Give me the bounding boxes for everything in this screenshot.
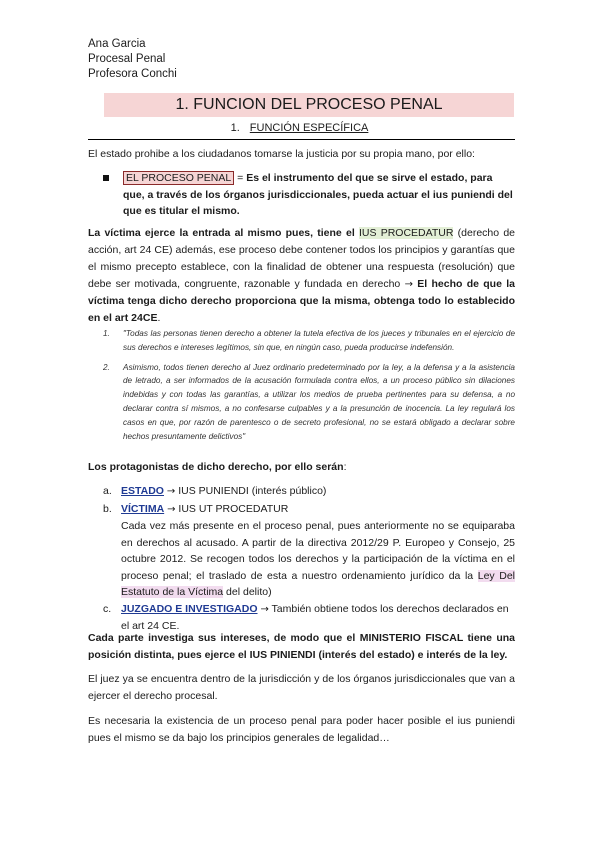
protagonists-colon: : <box>343 461 347 473</box>
right-arrow-icon: → <box>260 603 269 615</box>
quote-item <box>103 327 515 355</box>
victima-detail-text: Cada vez más presente en el proceso penal, pues anteriormente no se equiparaba en derechos al acusado. A partir de la directiva 2012/29 P. Europeo y Consejo, 25 octubre 2012. Se recogen todos los derechos y la participación de la víctima en el proceso penal; el traslado de esta a nuestro ordenamiento jurídico da la <box>121 520 515 582</box>
definition-text: Es el instrumento del que se sirve el estado, para que, a través de los órganos jurisdiccionales, pueda actuar el ius puniendi del que es titular el mismo. <box>123 172 513 217</box>
final-paragraph: Es necesaria la existencia de un proceso penal para poder hacer posible el ius puniendi pues el mismo se da bajo los principios generales de legalidad… <box>88 715 515 744</box>
intro-paragraph: El estado prohibe a los ciudadanos tomarse la justicia por su propia mano, por ello: <box>88 148 475 160</box>
estado-text: IUS PUNIENDI (interés público) <box>175 485 327 497</box>
quote-item <box>103 361 515 444</box>
victima-text: IUS UT PROCEDATUR <box>175 502 289 515</box>
subsection-title <box>0 121 599 135</box>
protagonists-list <box>103 483 515 635</box>
right-arrow-icon: → <box>166 486 176 497</box>
victima-link[interactable]: VÍCTIMA <box>121 502 165 515</box>
list-marker: c. <box>103 602 112 615</box>
victim-end: . <box>157 312 161 324</box>
proceso-penal-boxed-term: EL PROCESO PENAL <box>123 171 234 185</box>
victim-bold-conclusion: El hecho de que la víctima tenga dicho derecho proporciona que la misma, obtenga todo lo establecido en el art 24CE <box>88 278 515 324</box>
juzgado-text: También obtiene todos los derechos declarados en el art 24 CE. <box>121 602 509 632</box>
equals-sign: = <box>234 172 247 184</box>
list-item <box>103 483 515 501</box>
list-item <box>103 501 515 601</box>
ius-procedatur-highlight: IUS PROCEDATUR <box>358 227 454 239</box>
estado-link[interactable]: ESTADO <box>121 485 164 497</box>
victima-detail <box>121 518 515 601</box>
victim-paragraph <box>88 225 515 327</box>
quote-text: Asimismo, todos tienen derecho al Juez ordinario predeterminado por la ley, a la defensa y a la asistencia de letrado, a ser informados de la acusación formulada contra ellos, a un proceso público sin dilaciones indebidas y con todas las garantías, a utilizar los medios de prueba pertinentes para su defensa, a no declarar contra sí mismos, a no confesarse culpables y a la presunción de inocencia. La ley regulará los casos en que, por razón de parentesco o de secreto profesional, no se estará obligado a declarar sobre hechos presuntamente delictivos" <box>123 362 515 441</box>
teacher-name: Profesora Conchi <box>88 68 177 80</box>
juzgado-link[interactable]: JUZGADO E INVESTIGADO <box>121 602 258 615</box>
right-arrow-icon: → <box>404 279 413 290</box>
victim-bold-intro: La víctima ejerce la entrada al mismo pues, tiene el <box>88 227 355 239</box>
victima-detail-end: del delito) <box>223 586 272 598</box>
document-header <box>88 37 177 82</box>
list-marker: a. <box>103 485 112 497</box>
quote-number: 2. <box>103 362 110 372</box>
ley-estatuto-highlight: Ley Del Estatuto de la Víctima <box>121 569 515 598</box>
square-bullet-icon <box>103 175 109 181</box>
ministerio-paragraph <box>88 630 515 664</box>
list-marker: b. <box>103 502 112 515</box>
section-title: 1. FUNCION DEL PROCESO PENAL <box>104 93 514 117</box>
subject-name: Procesal Penal <box>88 53 166 65</box>
ministerio-text: Cada parte investiga sus intereses, de modo que el MINISTERIO FISCAL tiene una posición distinta, pues ejerce el IUS PINIENDI (interés del estado) e interés de la ley. <box>88 632 515 661</box>
quote-number: 1. <box>103 329 110 338</box>
protagonists-heading <box>88 459 515 475</box>
subsection-underline <box>88 139 515 140</box>
right-arrow-icon: → <box>167 503 176 515</box>
subsection-number: 1. <box>230 122 240 134</box>
victim-body-text: (derecho de acción, art 24 CE) además, ese proceso debe contener todos los principios y garantías que el mismo precepto establece, con la finalidad de obtener una respuesta (resolución) que debe ser motivada, congruente, razonable y fundada en derecho <box>88 227 515 290</box>
definition-bullet <box>103 170 515 220</box>
juez-paragraph: El juez ya se encuentra dentro de la jurisdicción y de los órganos jurisdiccionales que van a ejercer el derecho procesal. <box>88 673 515 702</box>
subsection-text: FUNCIÓN ESPECÍFICA <box>249 122 369 134</box>
art24-quote-list <box>103 327 515 443</box>
protagonists-heading-text: Los protagonistas de dicho derecho, por ello serán <box>88 461 344 473</box>
quote-text: "Todas las personas tienen derecho a obtener la tutela efectiva de los jueces y tribunales en el ejercicio de sus derechos e intereses legítimos, sin que, en ningún caso, pueda producirse indefensión. <box>123 329 515 352</box>
author-name: Ana Garcia <box>88 38 146 50</box>
